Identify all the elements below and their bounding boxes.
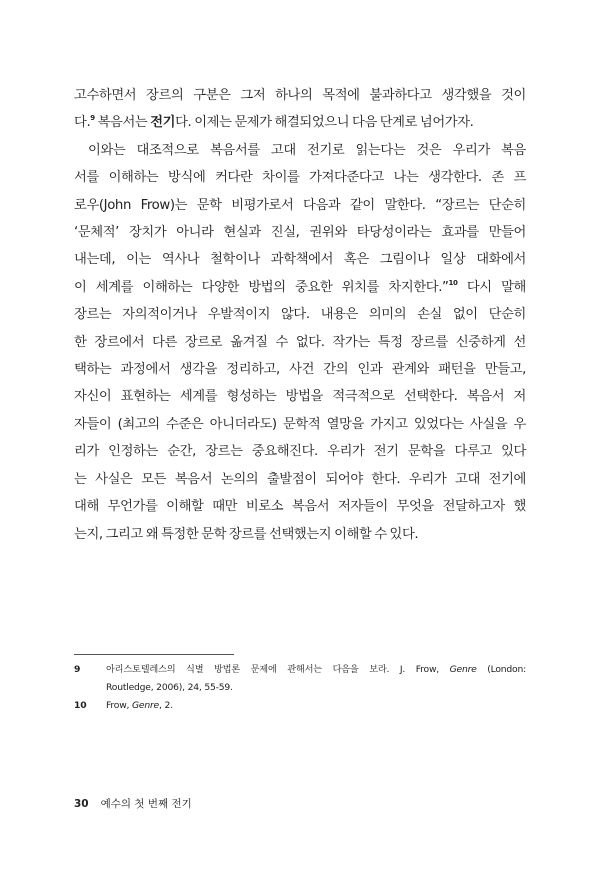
- text-line: ‘문체적’ 장치가 아니라 현실과 진실, 권위와 타당성이라는 효과를 만들어: [74, 225, 526, 241]
- paragraph-start-line: 이와는 대조적으로 복음서를 고대 전기로 읽는다는 것은 우리가 복음: [88, 142, 526, 158]
- text-line: 장르는 자의적이거나 우발적이지 않다. 내용은 의미의 손실 없이 단순히: [74, 307, 526, 323]
- text-line: 대해 무언가를 이해할 때만 비로소 복음서 저자들이 무엇을 전달하고자 했: [74, 499, 526, 515]
- footnote-text: Routledge, 2006), 24, 55-59.: [106, 682, 233, 693]
- text-line: 다.$^9$ 복음서는 전기다. 이제는 문제가 해결되었으니 다음 단계로 넘어가자.: [74, 114, 474, 131]
- footnote-ref-9[interactable]: 9: [90, 114, 95, 123]
- running-title: 예수의 첫 번째 전기: [100, 798, 192, 810]
- footnote-divider: [74, 654, 234, 655]
- text-line: 는지, 그리고 왜 특정한 문학 장르를 선택했는지 이해할 수 있다.: [74, 526, 419, 542]
- text-line: 자들이 (최고의 수준은 아니더라도) 문학적 열망을 가지고 있었다는 사실을 우: [74, 416, 526, 432]
- footnote-text: 아리스토텔레스의 식별 방법론 문제에 관해서는 다음을 보라. J. Frow, Genre (London:: [106, 664, 526, 675]
- text-line: 이 세계를 이해하는 다양한 방법의 중요한 위치를 차지한다.”$^{10}$ 다시 말해: [74, 278, 527, 295]
- text-line: 택하는 과정에서 생각을 정리하고, 사건 간의 인과 관계와 패턴을 만들고,: [74, 362, 526, 378]
- footnotes: [74, 661, 526, 715]
- footnote-number: 9: [74, 664, 81, 675]
- text-line: 내는데, 이는 역사나 철학이나 과학책에서 혹은 그림이나 일상 대화에서: [74, 252, 526, 268]
- footnote-ref-10[interactable]: 10: [448, 278, 458, 287]
- page-number: 30: [74, 798, 89, 810]
- text-line: 자신이 표현하는 세계를 형성하는 방법을 적극적으로 선택한다. 복음서 저: [74, 389, 526, 405]
- footnote-number: 10: [74, 700, 87, 711]
- emphasis-bold: 전기: [150, 115, 176, 131]
- footnote-10: [74, 697, 526, 715]
- text-line: 로우(John Frow)는 문학 비평가로서 다음과 같이 말한다. “장르는 단순히: [74, 197, 526, 213]
- body-text: [74, 82, 526, 548]
- text-line: 서를 이해하는 방식에 커다란 차이를 가져다준다고 나는 생각한다. 존 프: [74, 170, 526, 186]
- book-title-italic: Genre: [131, 700, 159, 711]
- text-line: 리가 인정하는 순간, 장르는 중요해진다. 우리가 전기 문학을 다루고 있다: [74, 444, 526, 460]
- page-footer: [74, 796, 192, 811]
- text-line: 는 사실은 모든 복음서 논의의 출발점이 되어야 한다. 우리가 고대 전기에: [74, 471, 526, 487]
- footnote-9: [74, 661, 526, 697]
- book-title-italic: Genre: [449, 664, 477, 675]
- footnote-text: Frow, Genre, 2.: [106, 700, 173, 711]
- text-line: 고수하면서 장르의 구분은 그저 하나의 목적에 불과하다고 생각했을 것이: [74, 88, 526, 103]
- text-line: 한 장르에서 다른 장르로 옮겨질 수 없다. 작가는 특정 장르를 신중하게 선: [74, 334, 526, 350]
